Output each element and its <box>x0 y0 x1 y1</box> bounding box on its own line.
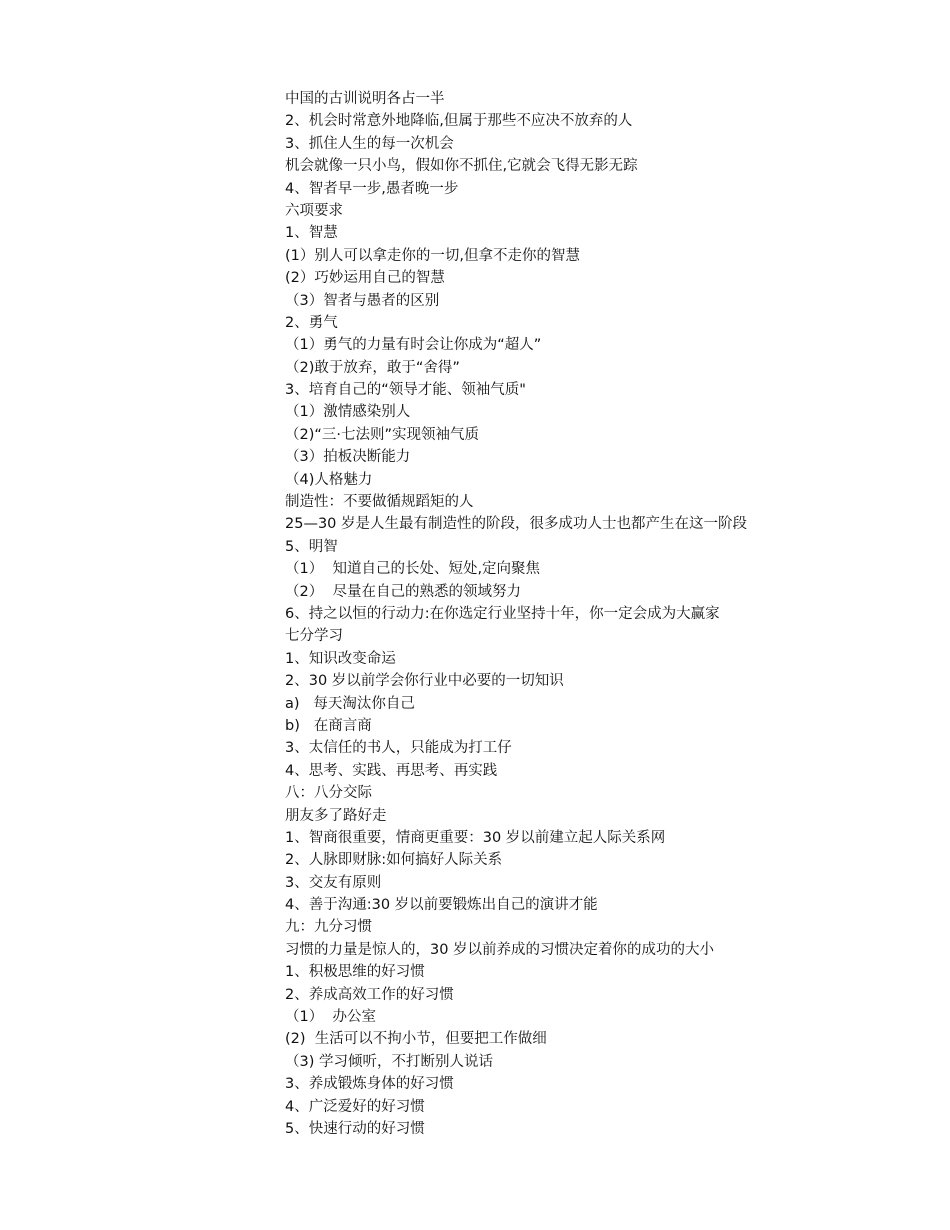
text-line: （2)敢于放弃，敢于“舍得” <box>285 359 460 376</box>
text-line: 2、30 岁以前学会你行业中必要的一切知识 <box>285 673 564 690</box>
text-line: 1、知识改变命运 <box>285 650 396 667</box>
text-line: （2)“三·七法则”实现领袖气质 <box>285 426 480 443</box>
text-line: 六项要求 <box>285 202 343 219</box>
text-line: 1、智慧 <box>285 225 338 242</box>
text-line: 3、培育自己的“领导才能、领袖气质" <box>285 382 526 399</box>
text-line: 2、人脉即财脉:如何搞好人际关系 <box>285 852 503 869</box>
text-line: 3、太信任的书人，只能成为打工仔 <box>285 740 512 757</box>
text-line: 习惯的力量是惊人的，30 岁以前养成的习惯决定着你的成功的大小 <box>285 941 715 958</box>
text-line: 2、勇气 <box>285 314 338 331</box>
text-line: 5、快速行动的好习惯 <box>285 1120 425 1137</box>
document-body <box>285 88 925 1140</box>
text-line: 4、善于沟通:30 岁以前要锻炼出自己的演讲才能 <box>285 897 598 914</box>
text-line: 5、明智 <box>285 538 338 555</box>
text-line: （1） 知道自己的长处、短处,定向聚焦 <box>285 561 541 578</box>
text-line: 6、持之以恒的行动力:在你选定行业坚持十年，你一定会成为大赢家 <box>285 605 720 622</box>
text-line: （3）智者与愚者的区别 <box>285 292 440 309</box>
text-line: 1、智商很重要，情商更重要：30 岁以前建立起人际关系网 <box>285 829 666 846</box>
text-line: 3、交友有原则 <box>285 874 382 891</box>
text-line: 朋友多了路好走 <box>285 807 387 824</box>
text-line: 2、机会时常意外地降临,但属于那些不应决不放弃的人 <box>285 113 633 130</box>
text-line: 七分学习 <box>285 628 343 645</box>
text-line: （1）勇气的力量有时会让你成为“超人” <box>285 337 542 354</box>
text-line: b) 在商言商 <box>285 717 372 734</box>
text-line: 25—30 岁是人生最有制造性的阶段，很多成功人士也都产生在这一阶段 <box>285 516 748 533</box>
text-line: 2、养成高效工作的好习惯 <box>285 986 454 1003</box>
text-line: 4、广泛爱好的好习惯 <box>285 1098 425 1115</box>
text-line: 3、养成锻炼身体的好习惯 <box>285 1076 454 1093</box>
text-line: （3) 学习倾听，不打断别人说话 <box>285 1053 493 1070</box>
text-line: (2）巧妙运用自己的智慧 <box>285 270 445 287</box>
text-line: (1）别人可以拿走你的一切,但拿不走你的智慧 <box>285 247 580 264</box>
text-line: （1） 办公室 <box>285 1009 376 1026</box>
text-line: （4)人格魅力 <box>285 471 373 488</box>
text-line: 1、积极思维的好习惯 <box>285 964 425 981</box>
text-line: 4、智者早一步,愚者晚一步 <box>285 180 459 197</box>
text-line: （2） 尽量在自己的熟悉的领域努力 <box>285 583 521 600</box>
text-line: 3、抓住人生的每一次机会 <box>285 135 454 152</box>
text-line: (2) 生活可以不拘小节，但要把工作做细 <box>285 1031 547 1048</box>
text-line: 4、思考、实践、再思考、再实践 <box>285 762 498 779</box>
text-line: 九：九分习惯 <box>285 919 372 936</box>
text-line: 制造性：不要做循规蹈矩的人 <box>285 494 474 511</box>
text-line: （1）激情感染别人 <box>285 404 411 421</box>
text-line: a) 每天淘汰你自己 <box>285 695 415 712</box>
text-line: （3）拍板决断能力 <box>285 449 411 466</box>
text-line: 八：八分交际 <box>285 785 372 802</box>
text-line: 机会就像一只小鸟，假如你不抓住,它就会飞得无影无踪 <box>285 158 638 175</box>
text-line: 中国的古训说明各占一半 <box>285 91 445 107</box>
